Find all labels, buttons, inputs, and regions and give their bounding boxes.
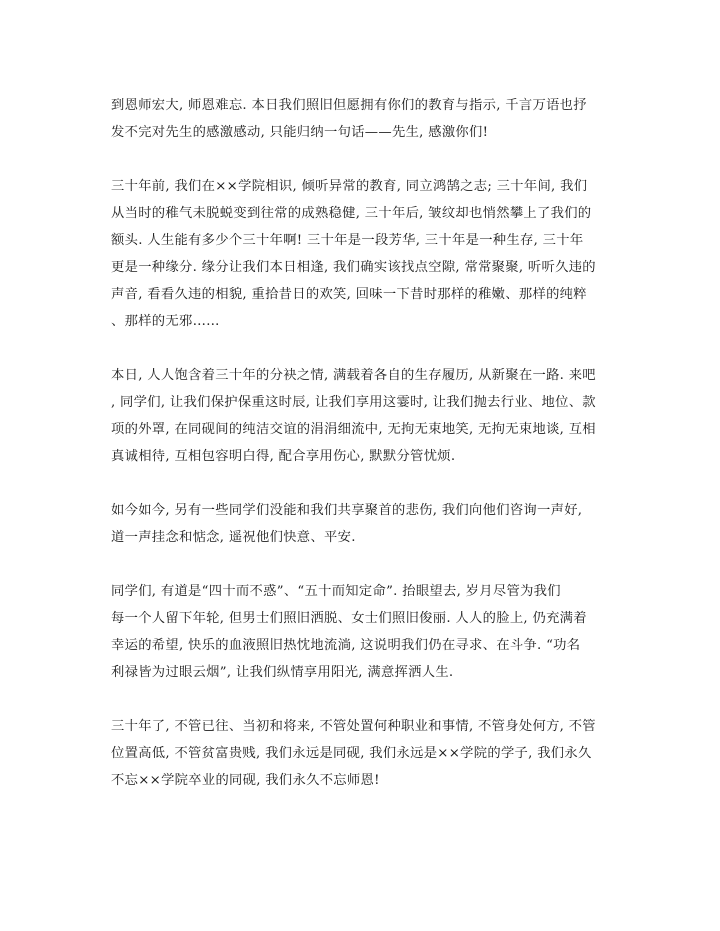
text-line: 道一声挂念和惦念, 遥祝他们快意、平安.	[111, 530, 356, 545]
text-line: 如今如今, 另有一些同学们没能和我们共享聚首的悲伤, 我们向他们咨询一声好,	[111, 503, 583, 518]
text-line: 三十年前, 我们在××学院相识, 倾听异常的教育, 同立鸿鹄之志; 三十年间, 我们	[111, 179, 588, 194]
text-line: 更是一种缘分. 缘分让我们本日相逢, 我们确实该找点空隙, 常常聚聚, 听听久违的	[111, 260, 596, 275]
text-line: 额头. 人生能有多少个三十年啊! 三十年是一段芳华, 三十年是一种生存, 三十年	[111, 233, 584, 248]
text-line: 利禄皆为过眼云烟”, 让我们纵情享用阳光, 满意挥洒人生.	[111, 665, 454, 680]
text-line: 、那样的无邪……	[111, 314, 220, 329]
paragraph-5	[111, 578, 611, 686]
text-line: 项的外罩, 在同砚间的纯洁交谊的涓涓细流中, 无拘无束地笑, 无拘无束地谈, 互相	[111, 422, 596, 437]
text-line: 本日, 人人饱含着三十年的分袂之情, 满载着各自的生存履历, 从新聚在一路. 来吧	[111, 368, 596, 383]
text-line: 三十年了, 不管已往、当初和将来, 不管处置何种职业和事情, 不管身处何方, 不管	[111, 719, 596, 734]
text-line: 幸运的希望, 快乐的血液照旧热忱地流淌, 这说明我们仍在寻求、在斗争. “功名	[111, 638, 581, 653]
text-line: 到恩师宏大, 师恩难忘. 本日我们照旧但愿拥有你们的教育与指示, 千言万语也抒	[111, 98, 587, 113]
text-line: , 同学们, 让我们保护保重这时辰, 让我们享用这霎时, 让我们抛去行业、地位、款	[111, 395, 596, 410]
paragraph-1	[111, 92, 611, 146]
text-line: 声音, 看看久违的相貌, 重拾昔日的欢笑, 回味一下昔时那样的稚嫩、那样的纯粹	[111, 287, 587, 302]
text-line: 不忘××学院卒业的同砚, 我们永久不忘师恩!	[111, 773, 380, 788]
text-line: 每一个人留下年轮, 但男士们照旧洒脱、女士们照旧俊丽. 人人的脸上, 仍充满着	[111, 611, 587, 626]
text-line: 发不完对先生的感激感动, 只能归纳一句话——先生, 感激你们!	[111, 125, 489, 140]
text-line: 真诚相待, 互相包容明白得, 配合享用伤心, 默默分管忧烦.	[111, 449, 456, 464]
paragraph-4	[111, 497, 611, 551]
text-line: 从当时的稚气未脱蜕变到往常的成熟稳健, 三十年后, 皱纹却也悄然攀上了我们的	[111, 206, 592, 221]
paragraph-3	[111, 362, 611, 470]
document-body	[111, 92, 611, 821]
text-line: 位置高低, 不管贫富贵贱, 我们永远是同砚, 我们永远是××学院的学子, 我们永久	[111, 746, 592, 761]
paragraph-6	[111, 713, 611, 794]
paragraph-2	[111, 173, 611, 335]
text-line: 同学们, 有道是“四十而不惑”、“五十而知定命”. 抬眼望去, 岁月尽管为我们	[111, 584, 561, 599]
